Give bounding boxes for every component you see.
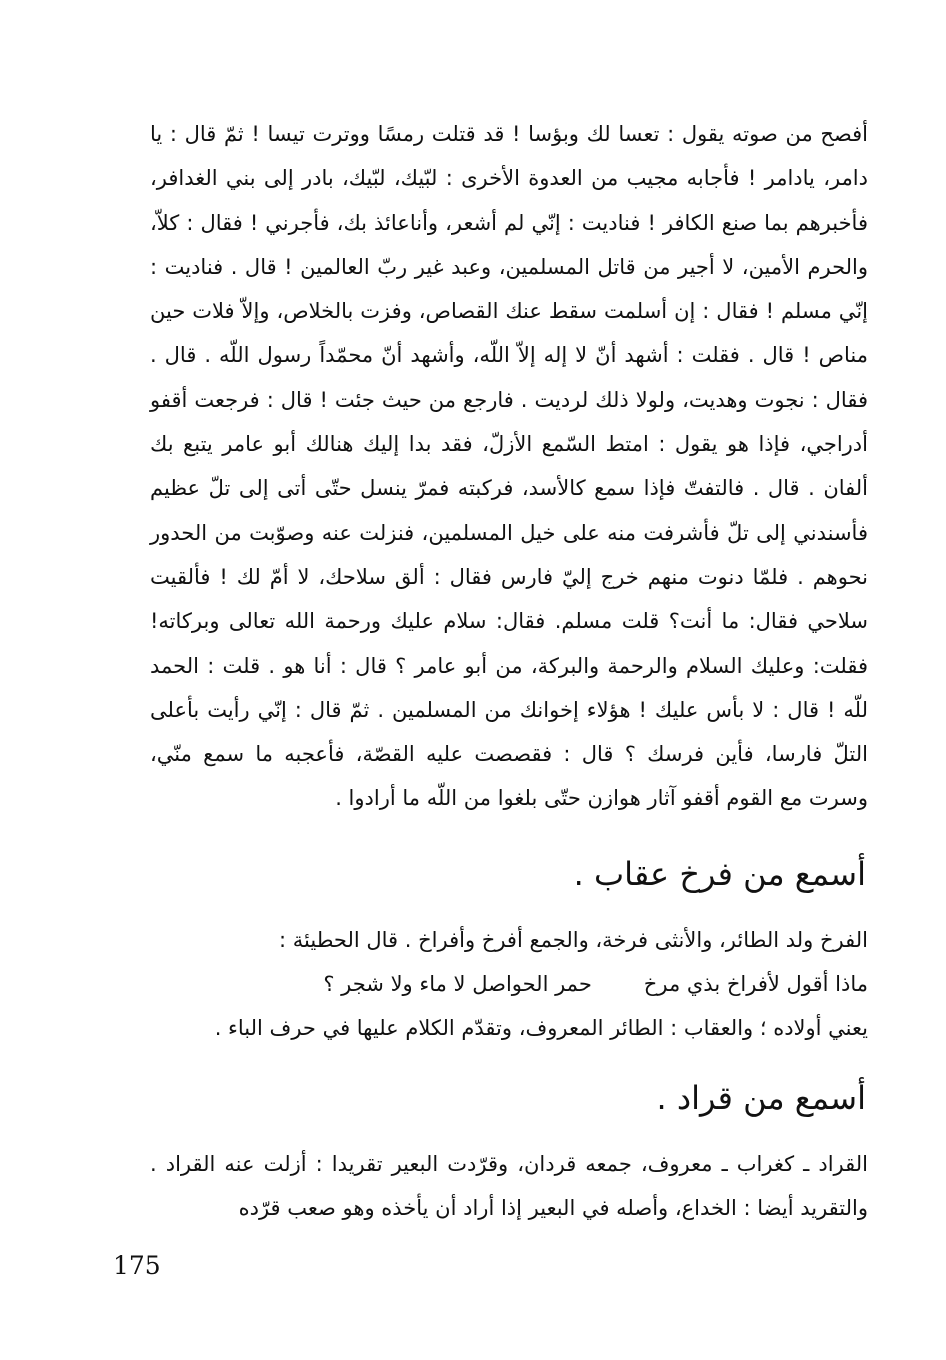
entry-heading-qurad: أسمع من قراد . bbox=[656, 1079, 866, 1117]
entry-definition-farkh bbox=[150, 918, 868, 1050]
verse-first-hemistich: ماذا أقول لأفراخ بذي مرخ bbox=[643, 972, 868, 996]
story-paragraph: أفصح من صوته يقول : تعسا لك وبؤسا ! قد قتلت رمسًا ووترت تيسا ! ثمّ قال : يا دامر، يادامر ! فأجابه مجيب من العدوة الأخرى : لبّيك، لبّيك، بادر إلى بني الغدافر، فأخبرهم بما صنع الكافر ! فناديت : إنّي لم أشعر، وأناعائذ بك، فأجرني ! فقال : كلاّ، والحرم الأمين، لا أجير من قاتل المسلمين، وعبد غير ربّ العالمين ! قال . فناديت : إنّي مسلم ! فقال : إن أسلمت سقط عنك القصاص، وفزت بالخلاص، وإلاّ فلات حين مناص ! قال . فقلت : أشهد أنّ لا إله إلاّ اللّه، وأشهد أنّ محمّداً رسول اللّه . قال . فقال : نجوت وهديت، ولولا ذلك لرديت . فارجع من حيث جئت ! قال : فرجعت أقفو أدراجي، فإذا هو يقول : امتط السّمع الأزلّ، فقد بدا إليك هنالك أبو عامر يتبع بك ألفان . قال . فالتفتّ فإذا سمع كالأسد، فركبته فمرّ ينسل حتّى أتى إلى تلّ عظيم فأسندني إلى تلّ فأشرفت منه على خيل المسلمين، فنزلت عنه وصوّبت من الحدور نحوهم . فلمّا دنوت منهم خرج إليّ فارس فقال : ألق سلاحك، لا أمّ لك ! فألقيت سلاحي فقال: ما أنت؟ قلت مسلم. فقال: سلام عليك ورحمة الله تعالى وبركاته! فقلت: وعليك السلام والرحمة والبركة، من أبو عامر ؟ قال : أنا هو . قلت : الحمد للّه ! قال : لا بأس عليك ! هؤلاء إخوانك من المسلمين . ثمّ قال : إنّي رأيت بأعلى التلّ فارسا، فأين فرسك ؟ قال : فقصصت عليه القصّة، فأعجبه ما سمع منّي، وسرت مع القوم أقفو آثار هوازن حتّى بلغوا من اللّه ما أرادوا . bbox=[150, 122, 868, 811]
entry-heading-farkh-uqab: أسمع من فرخ عقاب . bbox=[573, 855, 866, 893]
definition-text: الفرخ ولد الطائر، والأنثى فرخة، والجمع أفرخ وأفراخ . قال الحطيئة : bbox=[279, 928, 868, 952]
poetry-verse bbox=[150, 962, 868, 1006]
page-number: 175 bbox=[113, 1251, 161, 1280]
definition-continuation: يعني أولاده ؛ والعقاب : الطائر المعروف، وتقدّم الكلام عليها في حرف الباء . bbox=[214, 1016, 868, 1040]
entry-definition-qurad bbox=[150, 1142, 868, 1230]
verse-second-hemistich: حمر الحواصل لا ماء ولا شجر ؟ bbox=[323, 972, 592, 996]
definition-text: القراد ـ كغراب ـ معروف، جمعه قردان، وقرّدت البعير تقريدا : أزلت عنه القراد . والتقريد أيضا : الخداع، وأصله في البعير إذا أراد أن يأخذه وهو صعب قرّده bbox=[150, 1152, 868, 1220]
body-paragraph bbox=[150, 112, 868, 821]
